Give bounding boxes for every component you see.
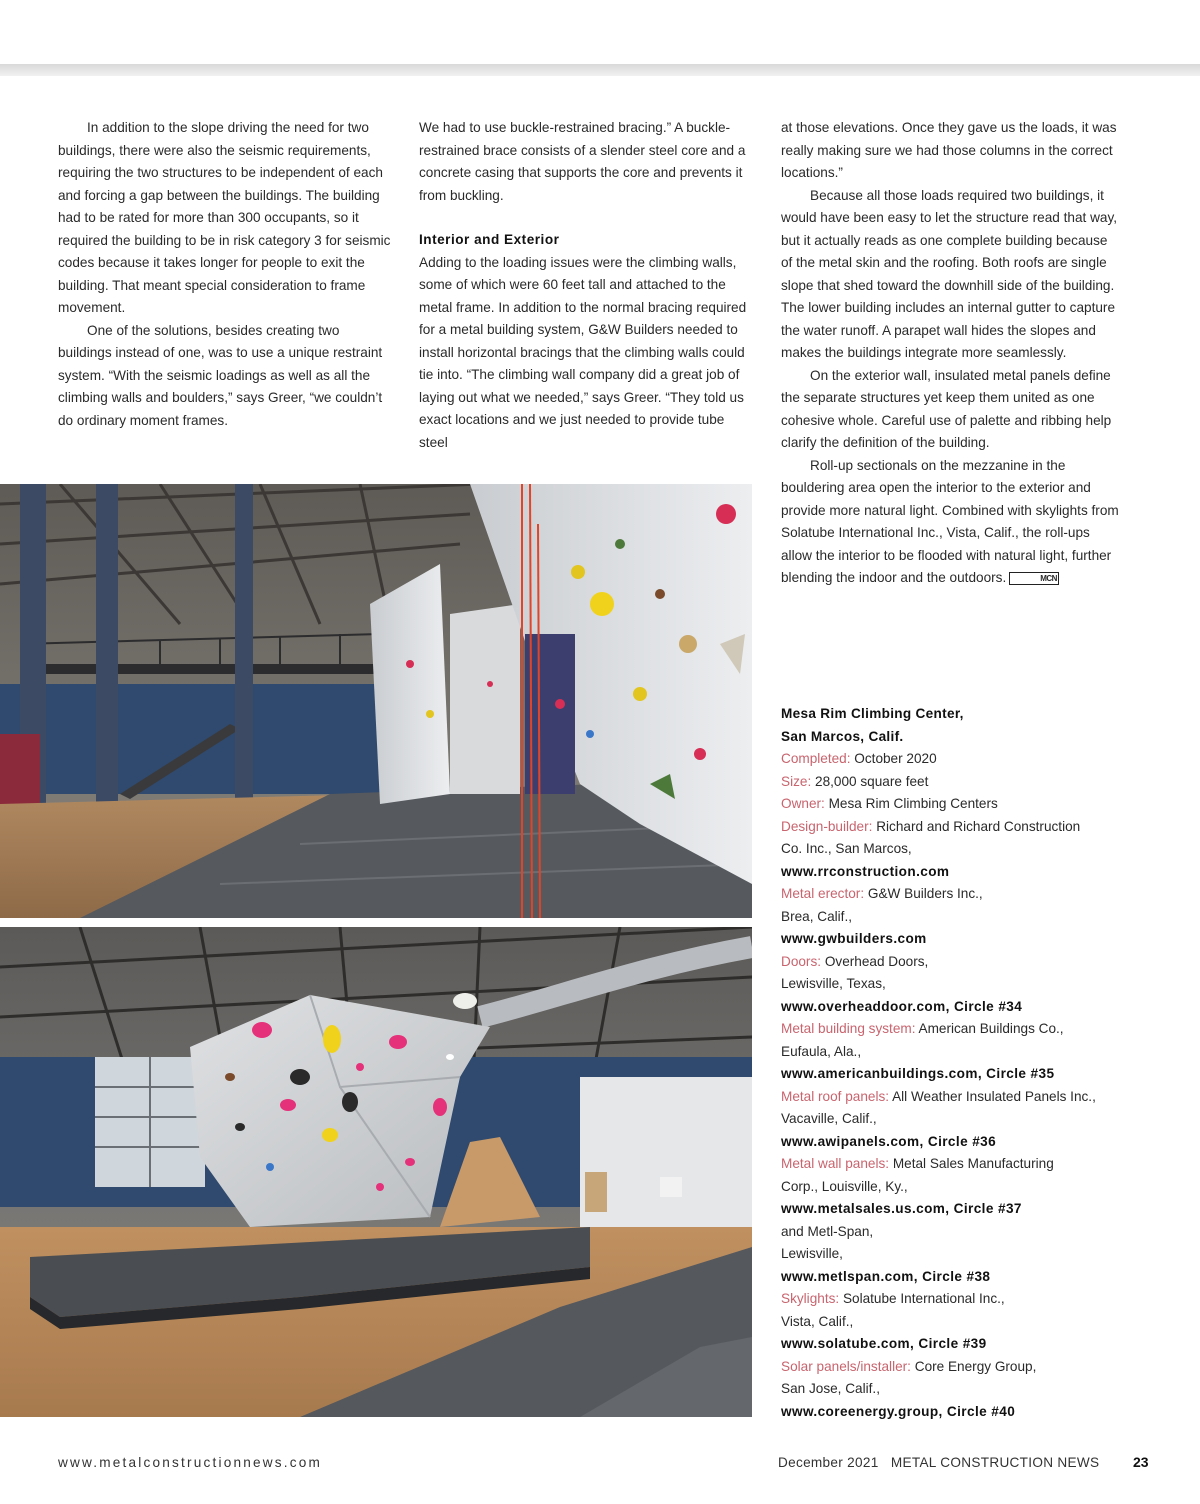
credit-website: www.metlspan.com, Circle #38	[781, 1268, 991, 1284]
footer-issue-line	[778, 1455, 1099, 1470]
credit-line	[781, 951, 1126, 974]
article-column-3	[781, 117, 1121, 590]
credit-website: www.overheaddoor.com, Circle #34	[781, 998, 1023, 1014]
paragraph-text: Roll-up sectionals on the mezzanine in the bouldering area open the interior to the exterior and provide more natural light. Combined with skylights from Solatube International Inc., Vista, Calif., the roll-ups allow the interior to be flooded with natural light, further blending the indoor and the outdoors.	[781, 457, 1119, 585]
header-rule	[0, 64, 1200, 76]
credit-line	[781, 1086, 1126, 1109]
credit-value: Core Energy Group,	[910, 1358, 1037, 1374]
credit-label: Completed:	[781, 751, 851, 766]
paragraph: We had to use buckle-restrained bracing.” A buckle-restrained brace consists of a slender steel core and a concrete casing that supports the core and prevents it from buckling.	[419, 120, 746, 203]
credit-value: October 2020	[850, 751, 937, 766]
credit-label: Size:	[781, 773, 812, 789]
footer-magazine-name: METAL CONSTRUCTION NEWS	[890, 1455, 1100, 1470]
credit-line: Corp., Louisville, Ky.,	[781, 1178, 908, 1194]
credit-line: Co. Inc., San Marcos,	[781, 841, 912, 856]
credit-value: Richard and Richard Construction	[872, 818, 1081, 834]
credit-website: www.awipanels.com, Circle #36	[781, 1133, 997, 1149]
page-number: 23	[1133, 1454, 1149, 1470]
credit-website: www.coreenergy.group, Circle #40	[781, 1403, 1016, 1419]
photo-illustration	[0, 927, 752, 1417]
credit-line	[781, 1356, 1126, 1379]
paragraph: On the exterior wall, insulated metal panels define the separate structures yet keep them united as one cohesive whole. Careful use of palette and ribbing help clarify the definition of the building.	[781, 367, 1112, 450]
credit-line	[781, 883, 1126, 906]
credit-line	[781, 748, 1126, 771]
credit-line: San Jose, Calif.,	[781, 1381, 880, 1396]
paragraph	[781, 455, 1121, 590]
interior-climbing-walls-photo	[0, 484, 752, 918]
credit-label: Metal wall panels:	[781, 1156, 890, 1171]
credit-value: Overhead Doors,	[821, 953, 929, 969]
article-column-2	[419, 117, 754, 454]
bouldering-area-photo	[0, 927, 752, 1417]
credit-line: and Metl-Span,	[781, 1223, 874, 1239]
credit-label: Metal roof panels:	[781, 1088, 890, 1104]
credit-value: Solatube International Inc.,	[839, 1291, 1005, 1306]
subheading: Interior and Exterior	[419, 232, 560, 247]
credit-list	[781, 748, 1126, 1423]
footer-issue-date: December 2021	[778, 1455, 879, 1470]
credit-line	[781, 793, 1126, 816]
credit-line: Eufaula, Ala.,	[781, 1043, 862, 1059]
credit-label: Owner:	[781, 796, 825, 811]
paragraph: Adding to the loading issues were the climbing walls, some of which were 60 feet tall and attached to the metal frame. In addition to the normal bracing required for a metal building system, G&W Builders needed to install horizontal bracings that the climbing walls could tie into. “The climbing wall company did a great job of laying out what we needed,” says Greer. “They told us exact locations and we just needed to provide tube steel	[419, 254, 747, 450]
paragraph: One of the solutions, besides creating two buildings instead of one, was to use a unique restraint system. “With the seismic loadings as well as all the climbing walls and boulders,” says Greer, “we couldn’t do ordinary moment frames.	[58, 322, 383, 428]
credit-value: G&W Builders Inc.,	[864, 886, 983, 901]
credit-label: Design-builder:	[781, 818, 873, 834]
paragraph: Because all those loads required two buildings, it would have been easy to let the structure read that way, but it actually reads as one complete building because of the metal skin and the roofing. Both roofs are single slope that shed toward the downhill side of the building. The lower building includes an internal gutter to capture the water runoff. A parapet wall hides the slopes and makes the buildings integrate more seamlessly.	[781, 187, 1118, 360]
credit-line	[781, 771, 1126, 794]
credit-label: Solar panels/installer:	[781, 1358, 911, 1374]
credit-line	[781, 1018, 1126, 1041]
credit-line: Vacaville, Calif.,	[781, 1111, 877, 1126]
credit-label: Metal building system:	[781, 1021, 916, 1036]
credit-website: www.americanbuildings.com, Circle #35	[781, 1066, 1055, 1081]
credit-label: Doors:	[781, 953, 822, 969]
paragraph: In addition to the slope driving the need for two buildings, there were also the seismic requirements, requiring the two structures to be independent of each and forcing a gap between the buildings. The building had to be rated for more than 300 occupants, so it required the building to be in risk category 3 for seismic codes because it takes longer for people to exit the building. That meant special consideration to frame movement.	[58, 120, 391, 315]
credit-value: Metal Sales Manufacturing	[889, 1156, 1054, 1171]
credit-line: Lewisville,	[781, 1246, 843, 1261]
credit-line	[781, 1153, 1126, 1176]
credit-line: Lewisville, Texas,	[781, 976, 886, 991]
credit-website: www.rrconstruction.com	[781, 863, 950, 879]
photo-illustration	[0, 484, 752, 918]
credit-label: Metal erector:	[781, 886, 865, 901]
credit-line	[781, 1288, 1126, 1311]
end-mark-icon: MCN	[1009, 572, 1059, 585]
paragraph: at those elevations. Once they gave us the loads, it was really making sure we had those columns in the correct locations.”	[781, 120, 1117, 180]
credit-label: Skylights:	[781, 1291, 840, 1306]
credit-website: www.metalsales.us.com, Circle #37	[781, 1201, 1022, 1216]
credits-title-line-1: Mesa Rim Climbing Center,	[781, 706, 964, 721]
credits-title-line-2: San Marcos, Calif.	[781, 728, 904, 744]
credit-value: American Buildings Co.,	[915, 1021, 1064, 1036]
credit-website: www.solatube.com, Circle #39	[781, 1336, 987, 1351]
project-credits	[781, 703, 1126, 1423]
credit-line: Brea, Calif.,	[781, 908, 853, 924]
credit-website: www.gwbuilders.com	[781, 931, 927, 946]
credit-line: Vista, Calif.,	[781, 1313, 854, 1329]
credit-value: All Weather Insulated Panels Inc.,	[889, 1088, 1096, 1104]
credit-value: 28,000 square feet	[811, 773, 929, 789]
footer-website: www.metalconstructionnews.com	[58, 1455, 323, 1470]
credit-line	[781, 816, 1126, 839]
credit-value: Mesa Rim Climbing Centers	[824, 796, 998, 811]
article-column-1	[58, 117, 393, 432]
